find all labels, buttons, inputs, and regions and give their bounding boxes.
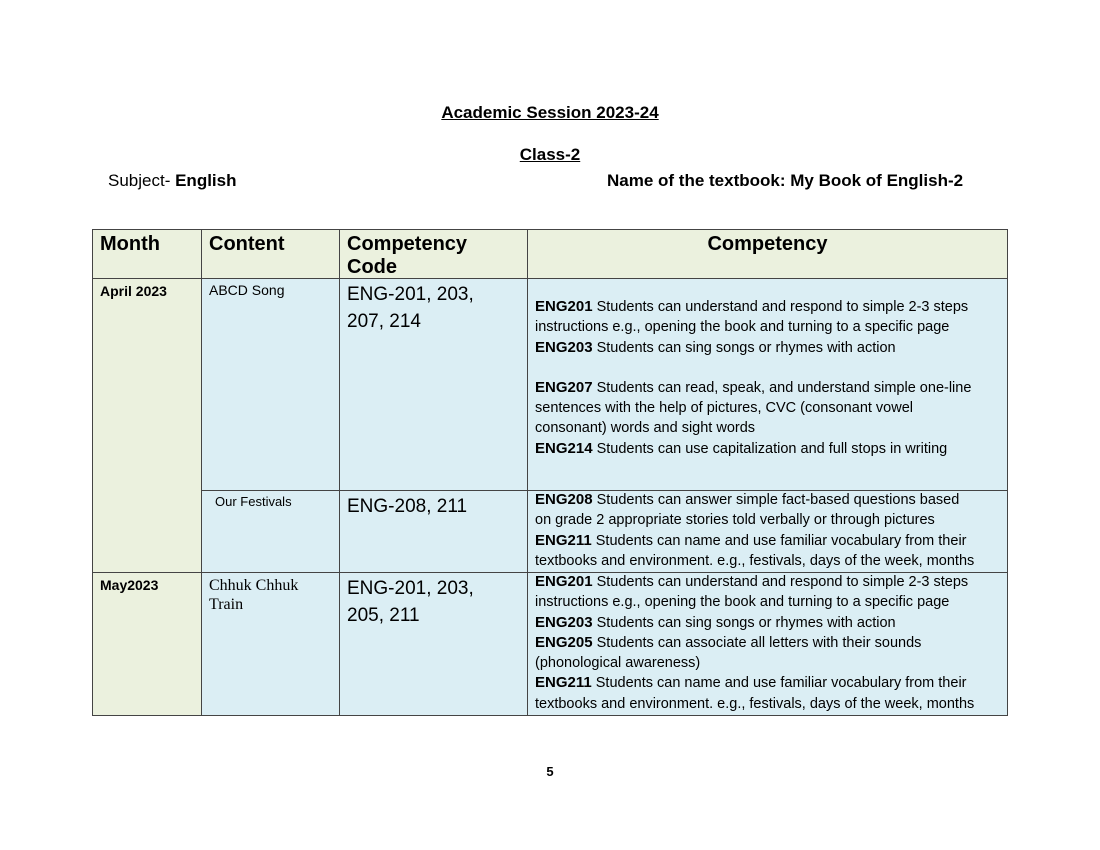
competency-code: ENG205: [535, 633, 593, 651]
column-divider: [527, 229, 528, 716]
page-number: 5: [546, 764, 554, 779]
competency-text: Students can sing songs or rhymes with action: [592, 339, 896, 356]
table-border: [1007, 229, 1008, 716]
content-our-festivals: Our Festivals: [201, 490, 339, 572]
competency-item: [535, 673, 1000, 693]
competency-text: Students can use capitalization and full stops in writing: [592, 440, 948, 457]
code-line: ENG-208, 211: [347, 496, 468, 517]
codes-our-festivals: [339, 490, 527, 572]
row-divider: [92, 278, 1008, 279]
row-divider: [92, 572, 1008, 573]
competency-code: ENG207: [535, 378, 593, 396]
competency-code: ENG201: [535, 298, 593, 315]
competency-text: Students can associate all letters with their sounds: [592, 634, 922, 651]
competency-text: Students can name and use familiar vocabulary from their: [591, 532, 967, 549]
competency-text: Students can name and use familiar vocabulary from their: [591, 675, 967, 692]
competency-our-festivals: [527, 490, 1008, 572]
column-divider: [339, 229, 340, 716]
textbook-name: Name of the textbook: My Book of English-2: [607, 171, 964, 190]
header-competency: Competency: [527, 229, 1008, 278]
session-title: Academic Session 2023-24: [441, 103, 659, 122]
competency-code: ENG214: [535, 439, 593, 457]
row-divider: [201, 490, 1008, 491]
content-chhuk-chhuk-train: [201, 572, 339, 716]
competency-code: ENG203: [535, 613, 593, 631]
class-title: Class-2: [519, 145, 581, 164]
curriculum-table: [92, 229, 1008, 716]
competency-item: [535, 378, 1000, 398]
competency-text: Students can understand and respond to simple 2-3 steps: [592, 299, 969, 315]
header-competency-code: Competency Code: [339, 229, 527, 278]
table-border: [92, 229, 1008, 230]
competency-item: [535, 297, 1000, 317]
competency-abcd-song: [527, 278, 1008, 490]
subject-label: [108, 171, 237, 191]
competency-item: [535, 572, 1000, 592]
table-border: [92, 229, 93, 716]
competency-code: ENG208: [535, 491, 593, 508]
competency-code: ENG211: [535, 674, 592, 692]
competency-item: [535, 633, 1000, 653]
code-line: ENG-201, 203,: [347, 284, 474, 305]
competency-text: textbooks and environment. e.g., festivals, days of the week, months: [535, 695, 975, 712]
competency-code: ENG203: [535, 338, 593, 356]
competency-item: [535, 490, 1000, 510]
subject-value: English: [175, 171, 237, 190]
code-line: 205, 211: [347, 605, 420, 626]
competency-code: ENG201: [535, 573, 593, 590]
header-content: Content: [201, 229, 339, 278]
competency-text: Students can read, speak, and understand simple one-line: [592, 379, 972, 396]
codes-chhuk-chhuk-train: [339, 572, 527, 716]
code-line: ENG-201, 203,: [347, 578, 474, 599]
competency-item: [535, 531, 1000, 551]
competency-text: Students can understand and respond to simple 2-3 steps: [592, 574, 969, 590]
competency-chhuk-chhuk-train: [527, 572, 1008, 716]
subject-prefix: Subject-: [108, 171, 176, 190]
competency-text: Students can sing songs or rhymes with action: [592, 614, 896, 631]
competency-text: on grade 2 appropriate stories told verbally or through pictures: [535, 512, 935, 529]
codes-abcd-song: [339, 278, 527, 490]
competency-text: instructions e.g., opening the book and turning to a specific page: [535, 594, 950, 611]
competency-text: instructions e.g., opening the book and turning to a specific page: [535, 319, 950, 336]
month-april: April 2023: [92, 278, 201, 572]
competency-text: consonant) words and sight words: [535, 420, 756, 437]
header-month: Month: [92, 229, 201, 278]
competency-text: sentences with the help of pictures, CVC (consonant vowel: [535, 400, 914, 417]
competency-text: (phonological awareness): [535, 655, 701, 672]
month-may: May2023: [92, 572, 201, 716]
competency-code: ENG211: [535, 531, 592, 549]
competency-item: [535, 338, 1000, 358]
competency-text: textbooks and environment. e.g., festivals, days of the week, months: [535, 552, 975, 569]
code-line: 207, 214: [347, 311, 421, 332]
content-abcd-song: ABCD Song: [201, 278, 339, 490]
content-text: Chhuk Chhuk Train: [209, 577, 299, 613]
column-divider: [201, 229, 202, 716]
competency-text: Students can answer simple fact-based questions based: [592, 492, 960, 508]
competency-item: [535, 439, 1000, 459]
table-border: [92, 715, 1008, 716]
competency-item: [535, 613, 1000, 633]
